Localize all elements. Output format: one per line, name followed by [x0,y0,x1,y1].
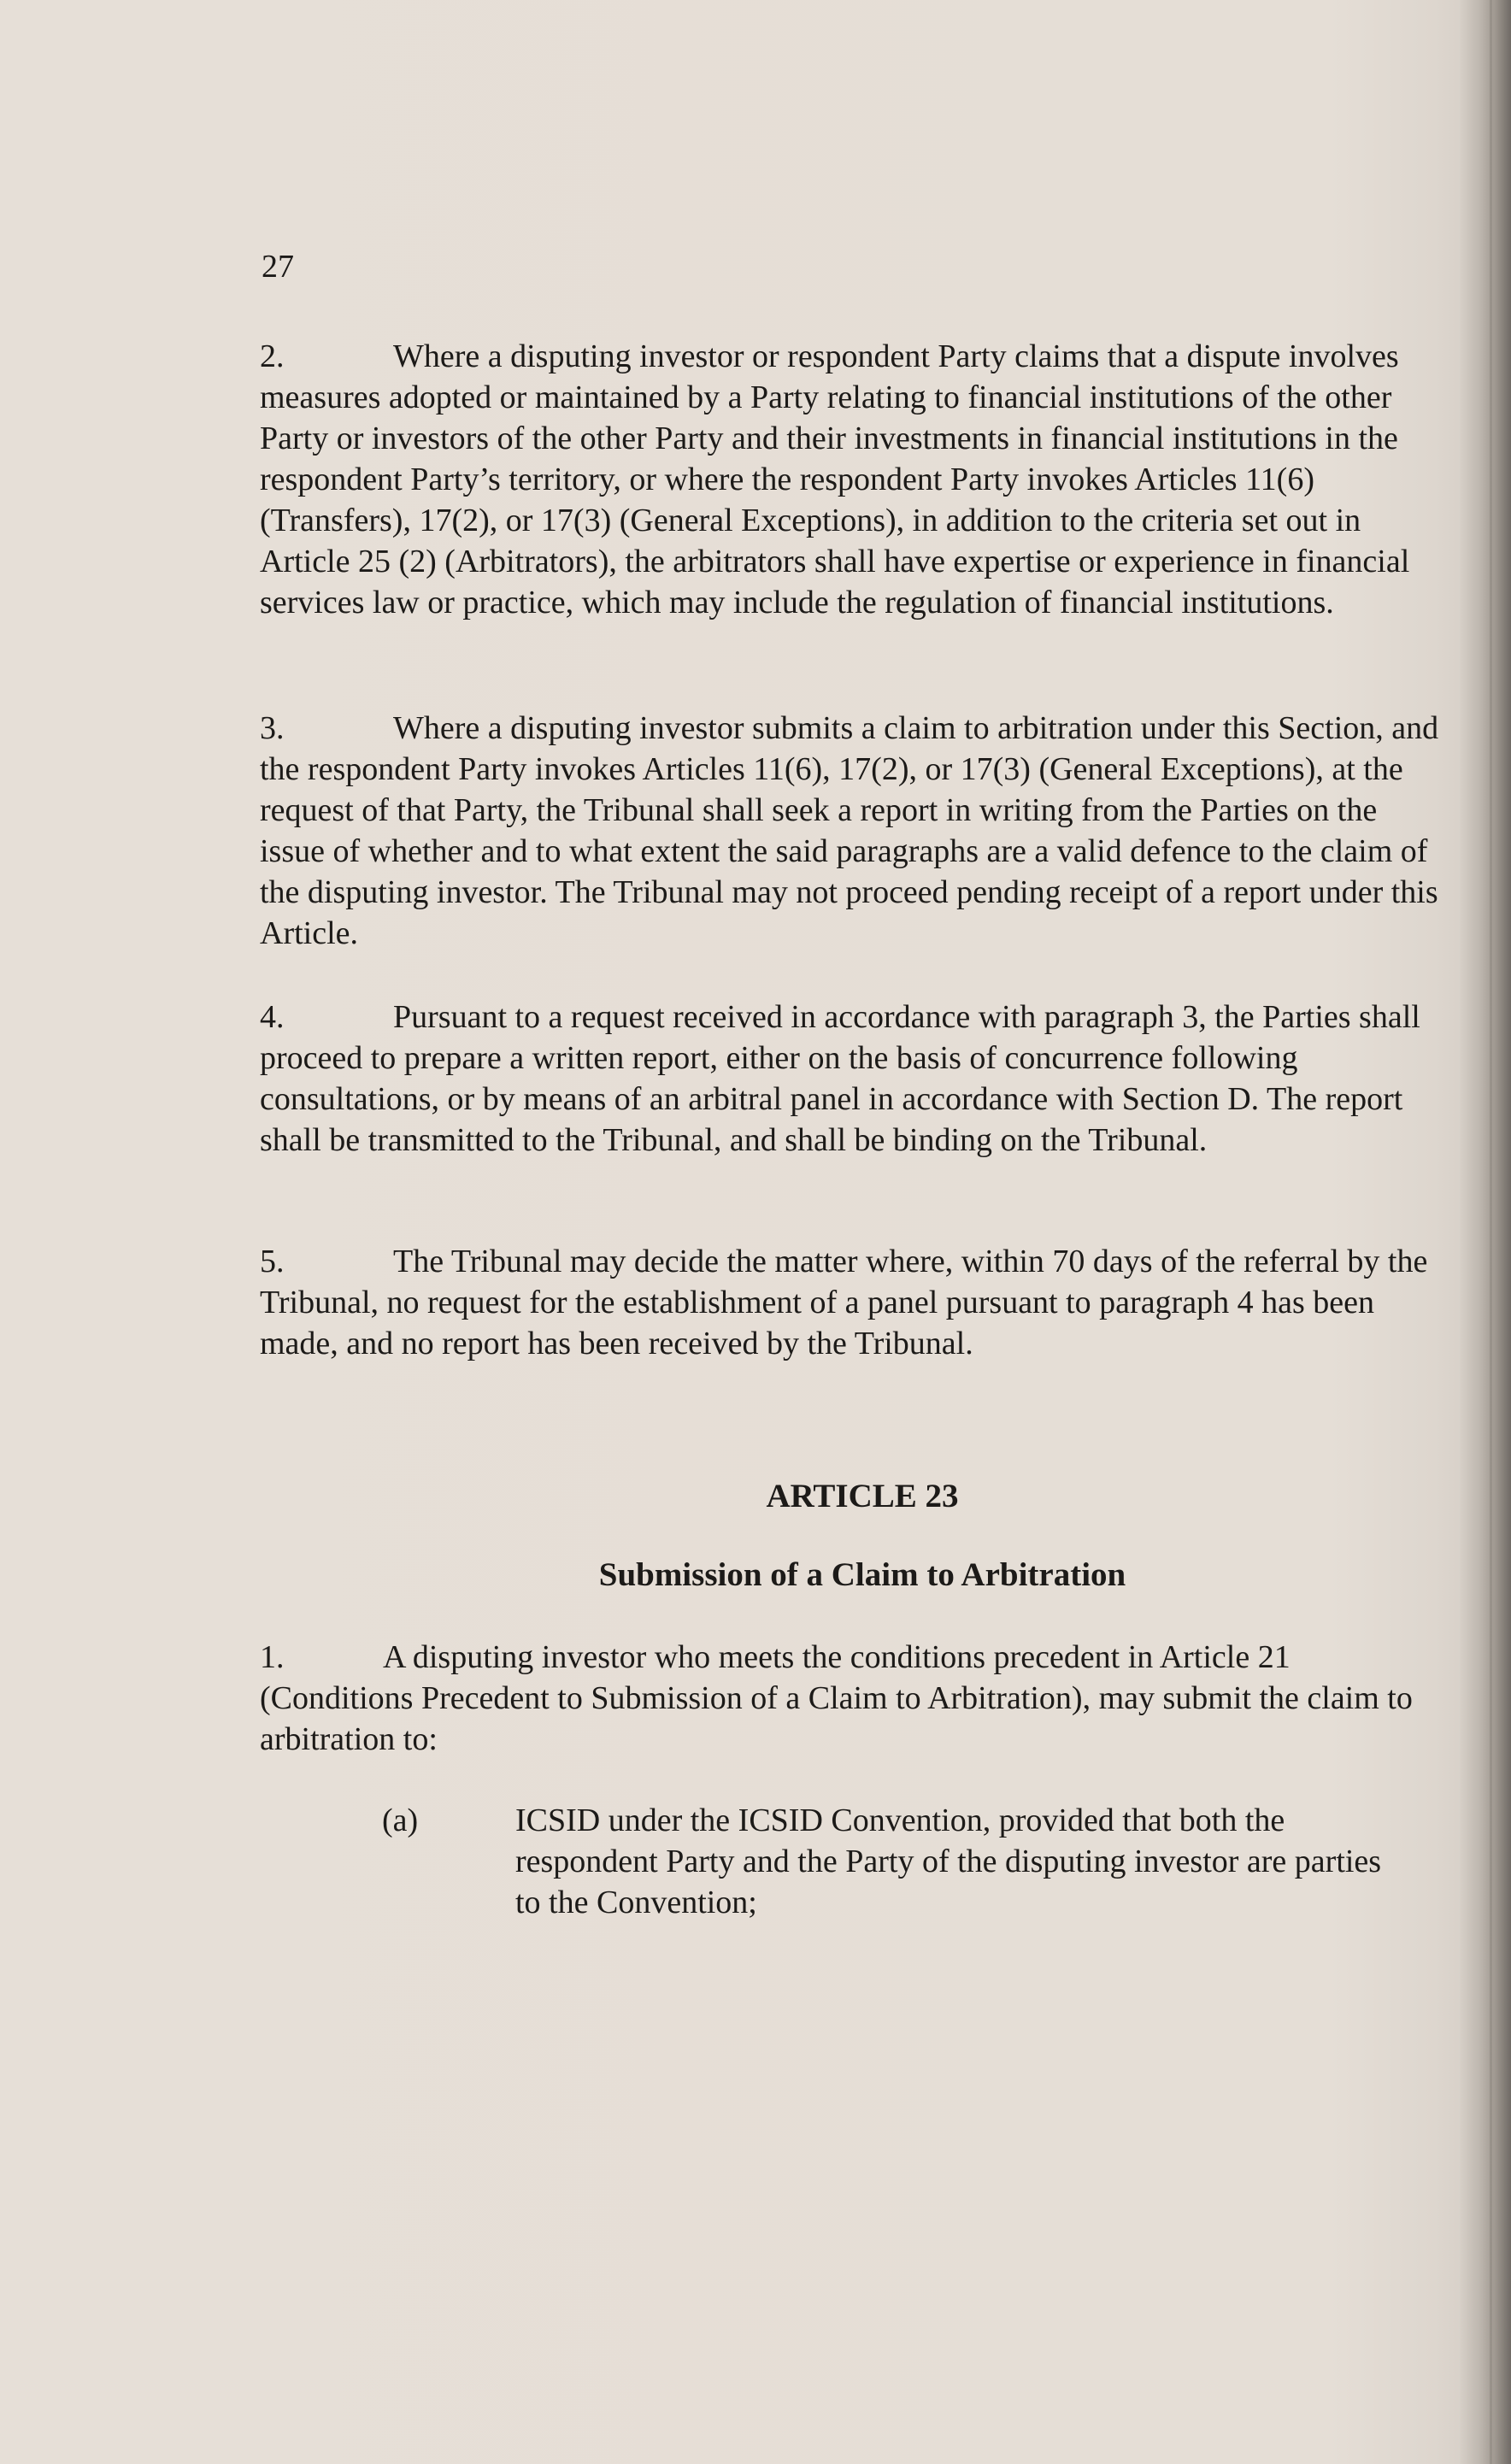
paragraph-number: 4. [260,999,285,1035]
paragraph-text: A disputing investor who meets the conditions precedent in Article 21 (Conditions Precedent to Submission of a Claim to Arbitration), may submit the claim to arbitration to: [260,1639,1413,1757]
article-paragraph-1 [260,1637,1439,1760]
paragraph-5 [260,1241,1439,1364]
list-item-text: ICSID under the ICSID Convention, provided that both the respondent Party and the Party of the disputing investor are parties to the Convention; [515,1802,1382,1920]
paragraph-text: Pursuant to a request received in accordance with paragraph 3, the Parties shall proceed to prepare a written report, either on the basis of concurrence following consultations, or by means of an arbitral panel in accordance with Section D. The report shall be transmitted to the Tribunal, and shall be binding on the Tribunal. [260,999,1420,1158]
page-number: 27 [262,249,294,285]
paragraph-number: 3. [260,710,285,746]
book-spine-shadow [1460,0,1511,2464]
article-heading: ARTICLE 23 [766,1478,959,1514]
article-title: Submission of a Claim to Arbitration [598,1556,1126,1593]
paragraph-text: Where a disputing investor or respondent Party claims that a dispute involves measures adopted or maintained by a Party relating to financial institutions of the other Party or investors of the other Party and their investments in financial institutions in the respondent Party’s territory, or where the respondent Party invokes Articles 11(6) (Transfers), 17(2), or 17(3) (General Exceptions), in addition to the criteria set out in Article 25 (2) (Arbitrators), the arbitrators shall have expertise or experience in financial services law or practice, which may include the regulation of financial institutions. [260,338,1410,620]
paragraph-number: 2. [260,338,285,374]
paragraph-text: The Tribunal may decide the matter where, within 70 days of the referral by the Tribunal, no request for the establishment of a panel pursuant to paragraph 4 has been made, and no report has been received by the Tribunal. [260,1244,1428,1361]
paragraph-number: 1. [260,1639,285,1675]
paragraph-4 [260,997,1439,1161]
list-item-label: (a) [382,1802,419,1838]
paragraph-text: Where a disputing investor submits a claim to arbitration under this Section, and the respondent Party invokes Articles 11(6), 17(2), or 17(3) (General Exceptions), at the request of that Party, the Tribunal shall seek a report in writing from the Parties on the issue of whether and to what extent the said paragraphs are a valid defence to the claim of the disputing investor. The Tribunal may not proceed pending receipt of a report under this Article. [260,710,1439,951]
page-edge-line [1490,0,1492,2464]
paragraph-2 [260,336,1439,623]
paragraph-3 [260,708,1439,954]
paragraph-number: 5. [260,1244,285,1279]
